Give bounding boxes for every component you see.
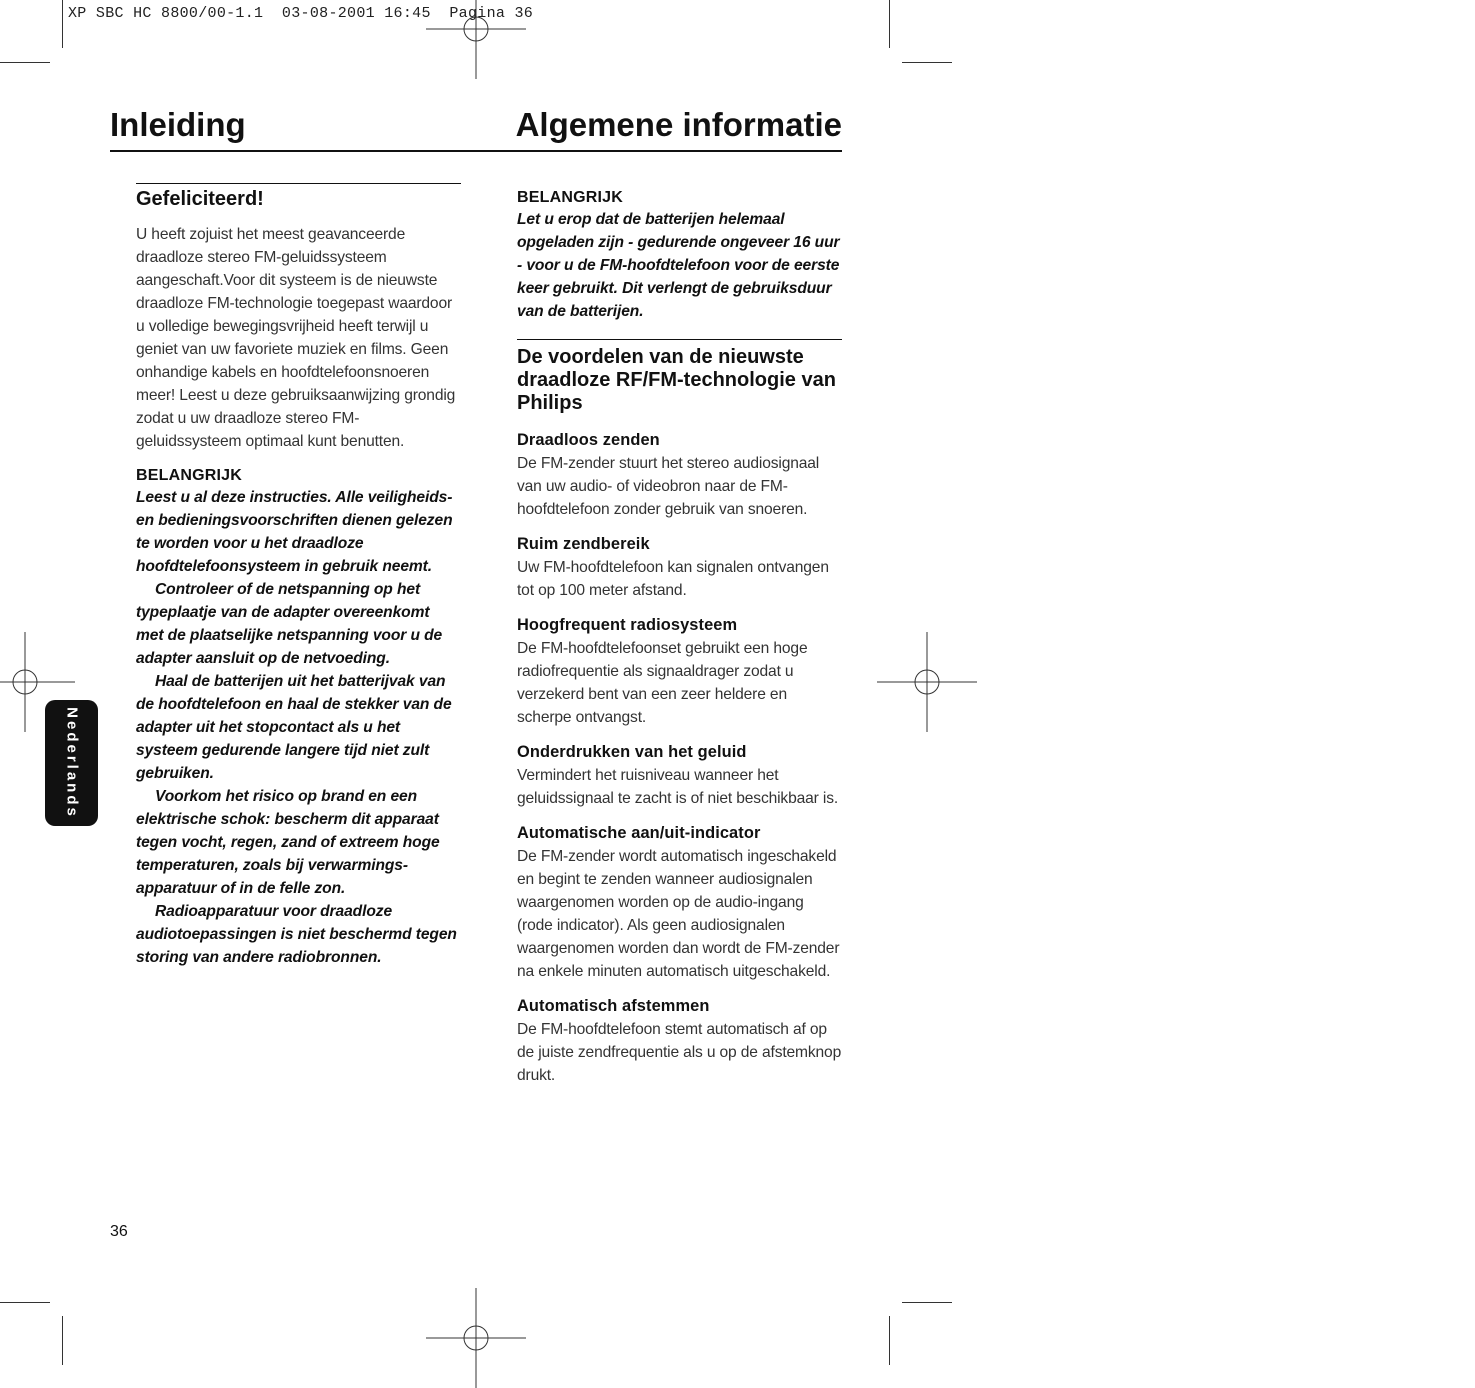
crop-mark xyxy=(0,1302,50,1303)
registration-mark-icon xyxy=(426,1288,526,1388)
crop-mark xyxy=(0,62,50,63)
feature-text: De FM-hoofdtelefoonset gebruikt een hoge radiofrequentie als signaaldrager zodat u verzekerd bent van een zeer heldere en scherpe ontvangst. xyxy=(517,640,808,726)
important-label: BELANGRIJK xyxy=(136,467,243,484)
language-tab-label: Nederlands xyxy=(63,707,80,819)
safety-item: Radioapparatuur voor draadloze audiotoepassingen is niet beschermd tegen storing van andere radiobronnen. xyxy=(136,903,457,966)
feature-text: De FM-zender wordt automatisch ingeschakeld en begint te zenden wanneer audiosignalen waargenomen worden op de audio-ingang (rode indicator). Als geen audiosignalen waargenomen worden dan wordt de FM-zender na enkele minuten automatisch uitgeschakeld. xyxy=(517,848,840,980)
feature-title: Draadloos zenden xyxy=(517,431,660,449)
crop-mark xyxy=(889,0,890,48)
safety-item: Voorkom het risico op brand en een elektrische schok: bescherm dit apparaat tegen vocht, regen, zand of extreem hoge temperaturen, zoals bij verwarmings-apparatuur of in de felle zon. xyxy=(136,788,440,897)
feature-title: Onderdrukken van het geluid xyxy=(517,743,747,761)
section-title: Gefeliciteerd! xyxy=(136,188,264,210)
important-text: Leest u al deze instructies. Alle veiligheids- en bedieningsvoorschriften dienen gelezen te worden voor u het draadloze hoofdtelefoonsysteem in gebruik neemt. xyxy=(136,489,453,575)
crop-mark xyxy=(62,0,63,48)
registration-mark-icon xyxy=(426,0,526,79)
feature-title: Automatisch afstemmen xyxy=(517,997,710,1015)
important-text: Let u erop dat de batterijen helemaal opgeladen zijn - gedurende ongeveer 16 uur - voor u de FM-hoofdtelefoon voor de eerste keer gebruikt. Dit verlengt de gebruiksduur van de batterijen. xyxy=(517,211,840,320)
crop-mark xyxy=(889,1316,890,1365)
section-rule xyxy=(136,183,461,184)
feature-text: Vermindert het ruisniveau wanneer het geluidssignaal te zacht is of niet beschikbaar is. xyxy=(517,767,839,807)
important-label: BELANGRIJK xyxy=(517,189,624,206)
language-tab xyxy=(45,700,98,826)
section-rule xyxy=(517,339,842,340)
feature-text: De FM-zender stuurt het stereo audiosignaal van uw audio- of videobron naar de FM-hoofdtelefoon zonder gebruik van snoeren. xyxy=(517,455,820,518)
print-slug: XP SBC HC 8800/00-1.1 03-08-2001 16:45 Pagina 36 xyxy=(68,5,534,22)
safety-item: Haal de batterijen uit het batterijvak van de hoofdtelefoon en haal de stekker van de adapter uit het stopcontact als u het systeem gedurende langere tijd niet zult gebruiken. xyxy=(136,673,452,782)
page-header-right: Algemene informatie xyxy=(515,106,842,143)
section-title: De voordelen van de nieuwste draadloze RF/FM-technologie van Philips xyxy=(517,346,836,414)
feature-title: Automatische aan/uit-indicator xyxy=(517,824,761,842)
left-column xyxy=(136,183,461,969)
header-rule xyxy=(110,150,842,152)
crop-mark xyxy=(902,62,952,63)
feature-title: Ruim zendbereik xyxy=(517,535,650,553)
right-column xyxy=(517,183,842,1087)
feature-text: Uw FM-hoofdtelefoon kan signalen ontvangen tot op 100 meter afstand. xyxy=(517,559,829,599)
safety-list xyxy=(136,578,461,969)
page-number: 36 xyxy=(110,1223,128,1240)
registration-mark-icon xyxy=(877,632,977,732)
feature-text: De FM-hoofdtelefoon stemt automatisch af op de juiste zendfrequentie als u op de afstemknop drukt. xyxy=(517,1021,842,1084)
page-header-left: Inleiding xyxy=(110,106,246,143)
feature-title: Hoogfrequent radiosysteem xyxy=(517,616,738,634)
safety-item: Controleer of de netspanning op het typeplaatje van de adapter overeenkomt met de plaatselijke netspanning voor u de adapter aansluit op de netvoeding. xyxy=(136,581,443,667)
crop-mark xyxy=(62,1316,63,1365)
intro-paragraph: U heeft zojuist het meest geavanceerde draadloze stereo FM-geluidssysteem aangeschaft.Voor dit systeem is de nieuwste draadloze FM-technologie toegepast waardoor u volledige bewegingsvrijheid heeft terwijl u geniet van uw favoriete muziek en films. Geen onhandige kabels en hoofdtelefoonsnoeren meer! Leest u deze gebruiksaanwijzing grondig zodat u uw draadloze stereo FM-geluidssysteem optimaal kunt benutten. xyxy=(136,226,456,450)
crop-mark xyxy=(902,1302,952,1303)
